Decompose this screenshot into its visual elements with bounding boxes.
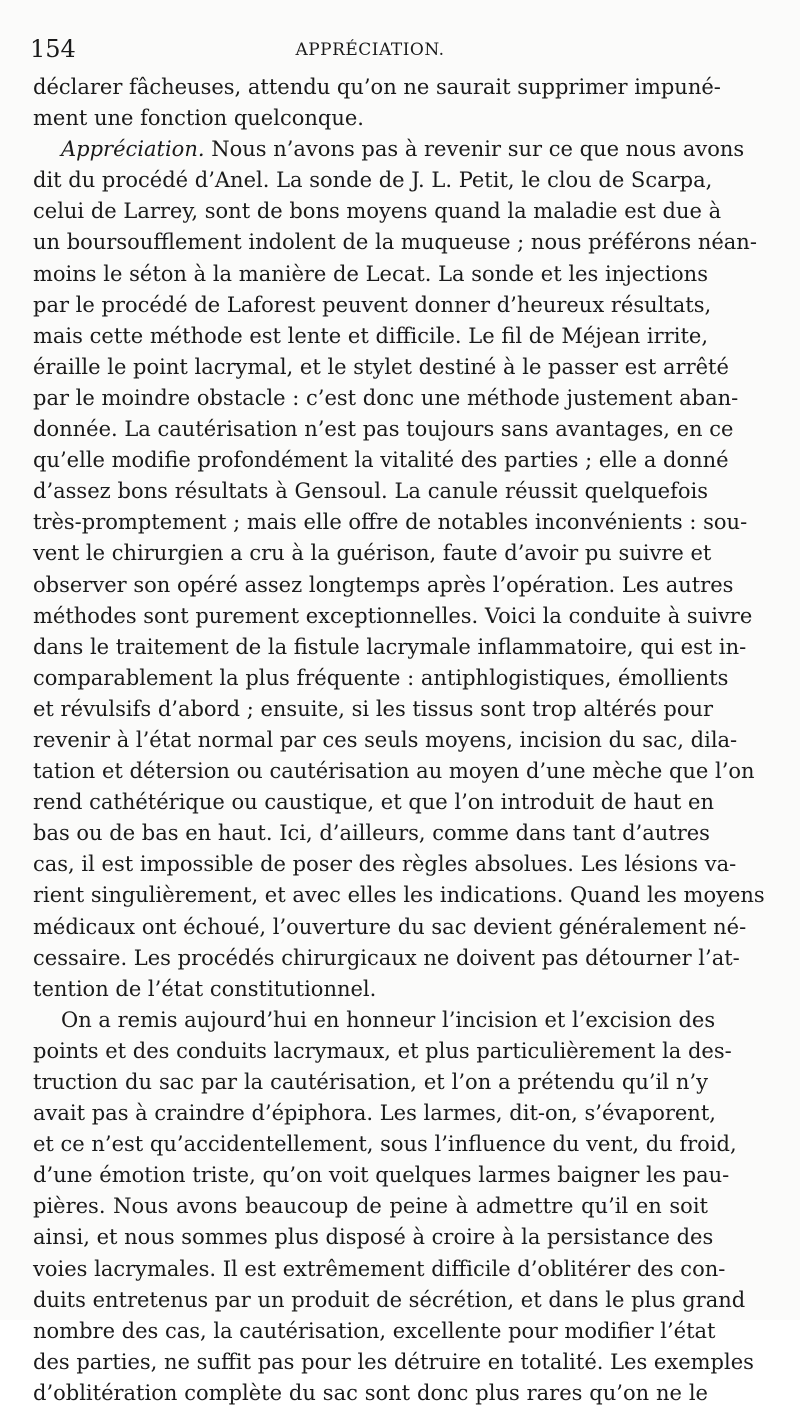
text-line: éraille le point lacrymal, et le stylet destiné à le passer est arrêté (33, 354, 729, 379)
text-line: un boursoufflement indolent de la muqueuse ; nous préférons néan- (33, 230, 757, 255)
text-line: truction du sac par la cautérisation, et l’on a prétendu qu’il n’y (33, 1070, 708, 1094)
text-line: points et des conduits lacrymaux, et plus particulièrement la des- (33, 1038, 732, 1063)
text-line: cas, il est impossible de poser des règles absolues. Les lésions va- (33, 852, 737, 877)
text-line: tation et détersion ou cautérisation au moyen d’une mèche que l’on (33, 759, 755, 784)
text-line: ment une fonction quelconque. (33, 106, 364, 131)
text-line: qu’elle modifie profondément la vitalité des parties ; elle a donné (33, 448, 729, 473)
text-line: ainsi, et nous sommes plus disposé à croire à la persistance des (33, 1225, 714, 1250)
page-number: 154 (30, 35, 76, 63)
text-line: revenir à l’état normal par ces seuls moyens, incision du sac, dila- (33, 727, 738, 752)
text-line: rend cathétérique ou caustique, et que l’on introduit de haut en (33, 790, 714, 815)
text-line: rient singulièrement, et avec elles les indications. Quand les moyens (33, 883, 765, 908)
text-line: des parties, ne suffit pas pour les détruire en totalité. Les exemples (33, 1349, 754, 1374)
text-line: médicaux ont échoué, l’ouverture du sac devient généralement né- (33, 914, 747, 939)
text-line: duits entretenus par un produit de sécrétion, et dans le plus grand (33, 1287, 746, 1312)
text-line: On a remis aujourd’hui en honneur l’incision et l’excision des (61, 1007, 716, 1032)
text-line: mais cette méthode est lente et difficile. Le fil de Méjean irrite, (33, 323, 708, 348)
text-line: vent le chirurgien a cru à la guérison, faute d’avoir pu suivre et (33, 541, 712, 566)
text-line: par le procédé de Laforest peuvent donner d’heureux résultats, (33, 292, 712, 317)
text-line: tention de l’état constitutionnel. (33, 976, 377, 1001)
text-line: méthodes sont purement exceptionnelles. Voici la conduite à suivre (33, 603, 753, 628)
text-line: d’une émotion triste, qu’on voit quelques larmes baigner les pau- (33, 1163, 730, 1188)
text-line: d’oblitération complète du sac sont donc plus rares qu’on ne le (33, 1380, 708, 1405)
text-line: moins le séton à la manière de Lecat. La sonde et les injections (33, 261, 708, 286)
text-line: par le moindre obstacle : c’est donc une méthode justement aban- (33, 385, 739, 410)
running-title: APPRÉCIATION. (295, 40, 445, 60)
text-line-segment: Nous n’avons pas à revenir sur ce que nous avons (211, 137, 745, 162)
text-line: nombre des cas, la cautérisation, excellente pour modifier l’état (33, 1318, 716, 1343)
running-head (30, 34, 710, 64)
text-line: dit du procédé d’Anel. La sonde de J. L. Petit, le clou de Scarpa, (33, 168, 713, 193)
text-line: voies lacrymales. Il est extrêmement difficile d’oblitérer des con- (33, 1256, 726, 1281)
text-line: déclarer fâcheuses, attendu qu’on ne saurait supprimer impuné- (33, 75, 721, 99)
text-line: et ce n’est qu’accidentellement, sous l’influence du vent, du froid, (33, 1132, 737, 1157)
text-line: pières. Nous avons beaucoup de peine à admettre qu’il en soit (33, 1194, 708, 1219)
text-line: avait pas à craindre d’épiphora. Les larmes, dit-on, s’évaporent, (33, 1101, 716, 1126)
text-line: comparablement la plus fréquente : antiphlogistiques, émollients (33, 665, 729, 690)
body-text (33, 72, 765, 1409)
text-line: d’assez bons résultats à Gensoul. La canule réussit quelquefois (33, 479, 708, 504)
text-line: très-promptement ; mais elle offre de notables inconvénients : sou- (33, 510, 748, 535)
text-line: bas ou de bas en haut. Ici, d’ailleurs, comme dans tant d’autres (33, 821, 710, 846)
section-lead-in: Appréciation. (61, 137, 205, 162)
text-line: et révulsifs d’abord ; ensuite, si les tissus sont trop altérés pour (33, 696, 714, 721)
text-line: cessaire. Les procédés chirurgicaux ne doivent pas détourner l’at- (33, 945, 740, 970)
text-line: dans le traitement de la fistule lacrymale inflammatoire, qui est in- (33, 634, 747, 659)
text-line: celui de Larrey, sont de bons moyens quand la maladie est due à (33, 199, 722, 224)
text-line: observer son opéré assez longtemps après l’opération. Les autres (33, 572, 734, 597)
text-line (33, 134, 745, 165)
text-line: donnée. La cautérisation n’est pas toujours sans avantages, en ce (33, 417, 734, 442)
